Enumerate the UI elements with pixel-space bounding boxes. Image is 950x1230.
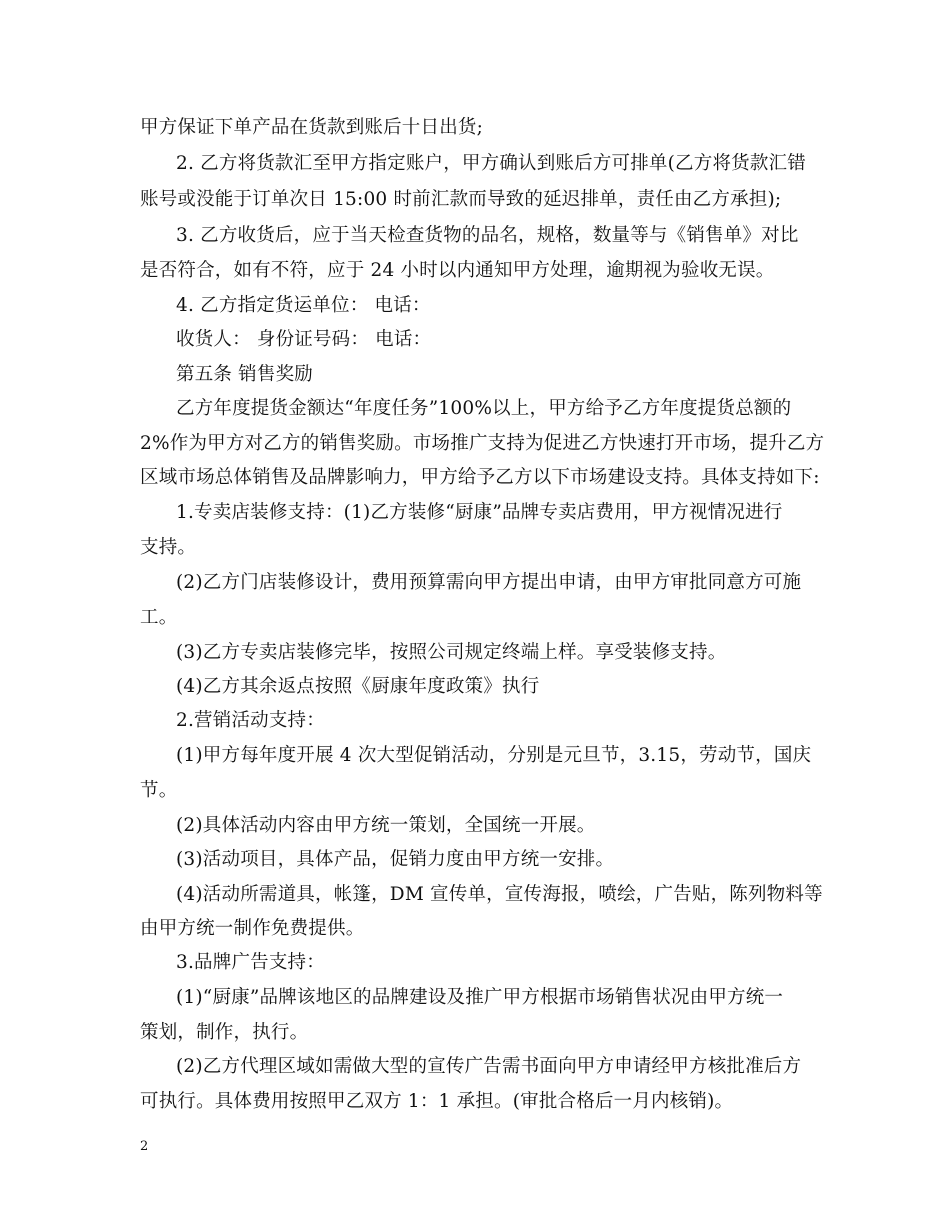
text-line: (2)具体活动内容由甲方统一策划，全国统一开展。 (176, 815, 596, 836)
text-line: 3. 乙方收货后，应于当天检查货物的品名，规格，数量等与《销售单》对比 (176, 225, 799, 246)
text-line: 2%作为甲方对乙方的销售奖励。市场推广支持为促进乙方快速打开市场，提升乙方 (140, 433, 825, 454)
text-line: (4)乙方其余返点按照《厨康年度政策》执行 (176, 676, 540, 697)
text-line: (2)乙方门店装修设计，费用预算需向甲方提出申请，由甲方审批同意方可施 (176, 572, 802, 593)
text-line: 节。 (140, 780, 178, 801)
text-line: (3)乙方专卖店装修完毕，按照公司规定终端上样。享受装修支持。 (176, 642, 727, 663)
text-line: 策划，制作，执行。 (140, 1022, 309, 1043)
text-line: 由甲方统一制作免费提供。 (140, 918, 365, 939)
text-line: 乙方年度提货金额达“年度任务”100%以上，甲方给予乙方年度提货总额的 (176, 398, 792, 419)
text-line: (3)活动项目，具体产品，促销力度由甲方统一安排。 (176, 849, 615, 870)
text-line: 2.营销活动支持： (176, 710, 325, 731)
text-line: 2. 乙方将货款汇至甲方指定账户，甲方确认到账后方可排单(乙方将货款汇错 (176, 153, 806, 174)
text-line: 4. 乙方指定货运单位： 电话： (176, 295, 431, 316)
text-line: 收货人： 身份证号码： 电话： (176, 329, 432, 350)
section-heading: 第五条 销售奖励 (176, 364, 313, 385)
text-line: (1)“厨康”品牌该地区的品牌建设及推广甲方根据市场销售状况由甲方统一 (176, 987, 784, 1008)
text-line: 工。 (140, 607, 178, 628)
text-line: 1.专卖店装修支持：(1)乙方装修“厨康”品牌专卖店费用，甲方视情况进行 (176, 502, 783, 523)
text-line: (2)乙方代理区域如需做大型的宣传广告需书面向甲方申请经甲方核批准后方 (176, 1056, 802, 1077)
page-number: 2 (140, 1139, 149, 1154)
text-line: (1)甲方每年度开展 4 次大型促销活动，分别是元旦节，3.15，劳动节，国庆 (176, 745, 812, 766)
text-line: 是否符合，如有不符，应于 24 小时以内通知甲方处理，逾期视为验收无误。 (140, 260, 775, 281)
text-line: 可执行。具体费用按照甲乙双方 1：1 承担。(审批合格后一月内核销)。 (140, 1091, 734, 1112)
text-line: 区域市场总体销售及品牌影响力，甲方给予乙方以下市场建设支持。具体支持如下: (140, 467, 820, 488)
text-line: 支持。 (140, 537, 197, 558)
text-line: 3.品牌广告支持： (176, 952, 325, 973)
text-line: (4)活动所需道具，帐篷，DM 宣传单，宣传海报，喷绘，广告贴，陈列物料等 (176, 884, 823, 905)
text-line: 账号或没能于订单次日 15:00 时前汇款而导致的延迟排单，责任由乙方承担); (140, 189, 782, 210)
text-line: 甲方保证下单产品在货款到账后十日出货; (140, 117, 484, 138)
